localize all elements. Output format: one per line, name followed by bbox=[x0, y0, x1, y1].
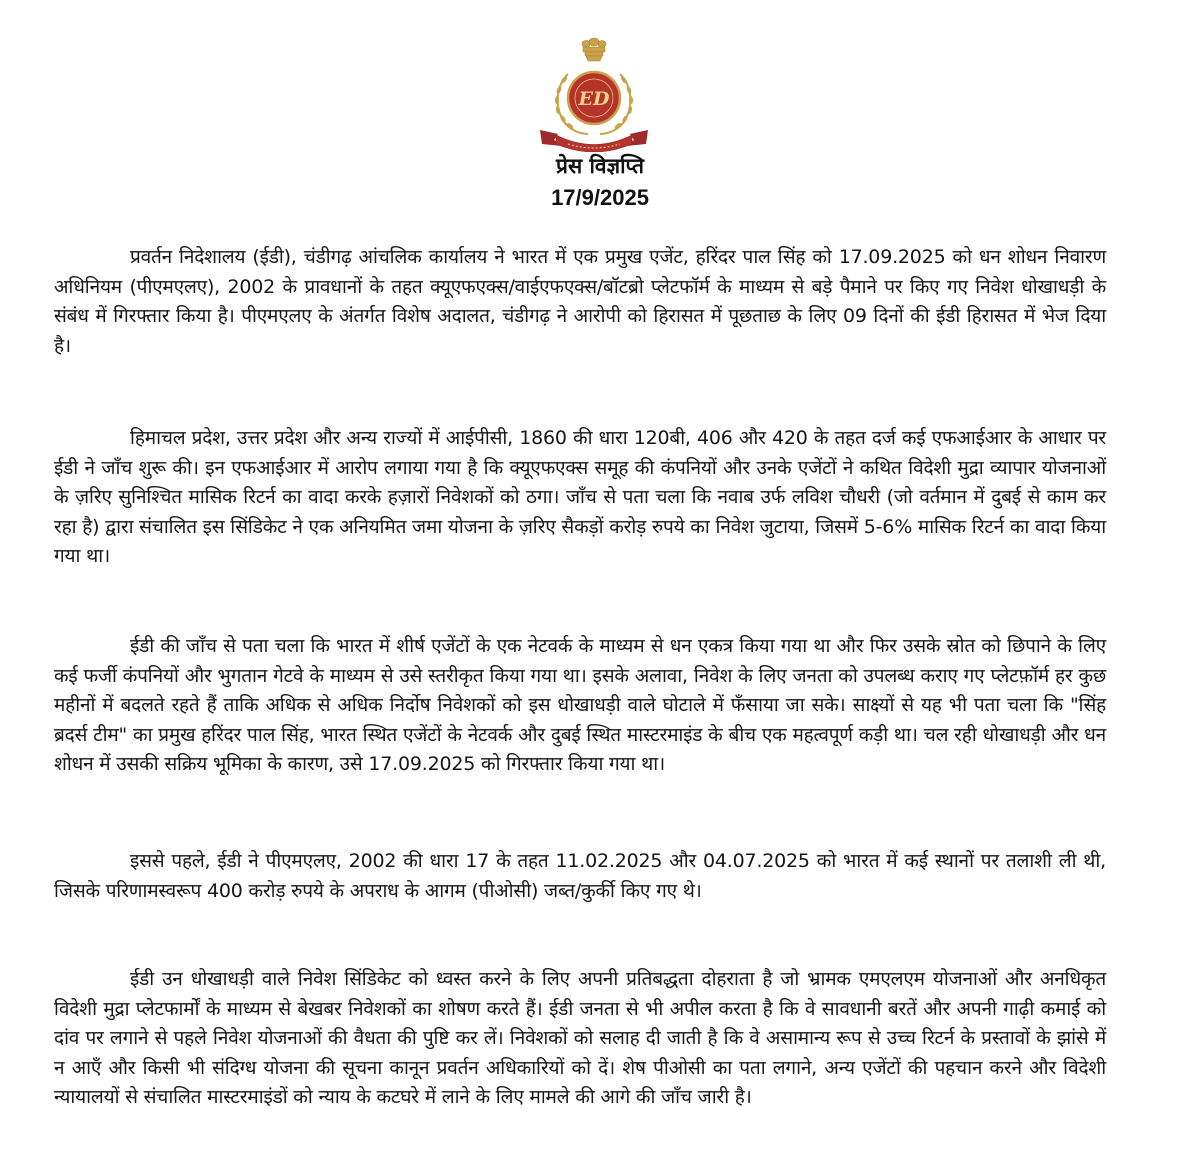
paragraph-public-advisory: ईडी उन धोखाधड़ी वाले निवेश सिंडिकेट को ध्वस्त करने के लिए अपनी प्रतिबद्धता दोहराता है जो भ्रामक एमएलएम योजनाओं और अनधिकृत विदेशी मुद्रा प्लेटफार्मों के माध्यम से बेखबर निवेशकों का शोषण करते हैं। ईडी जनता से भी अपील करता है कि वे सावधानी बरतें और अपनी गाढ़ी कमाई को दांव पर लगाने से पहले निवेश योजनाओं की वैधता की पुष्टि कर लें। निवेशकों को सलाह दी जाती है कि वे असामान्य रूप से उच्च रिटर्न के प्रस्तावों के झांसे में न आएँ और किसी भी संदिग्ध योजना की सूचना कानून प्रवर्तन अधिकारियों को दें। शेष पीओसी का पता लगाने, अन्य एजेंटों की पहचान करने और विदेशी न्यायालयों से संचालित मास्टरमाइंडों को न्याय के कटघरे में लाने के लिए मामले की आगे की जाँच जारी है। bbox=[54, 968, 1106, 1108]
ed-seal-icon bbox=[568, 72, 620, 124]
ed-emblem-logo bbox=[528, 34, 660, 152]
ed-emblem-icon bbox=[528, 34, 660, 152]
paragraph-investigation-basis: हिमाचल प्रदेश, उत्तर प्रदेश और अन्य राज्यों में आईपीसी, 1860 की धारा 120बी, 406 और 420 के तहत दर्ज कई एफआईआर के आधार पर ईडी ने जाँच शुरू की। इन एफआईआर में आरोप लगाया गया है कि क्यूएफएक्स समूह की कंपनियों और उनके एजेंटों ने कथित विदेशी मुद्रा व्यापार योजनाओं के ज़रिए सुनिश्चित मासिक रिटर्न का वादा करके हज़ारों निवेशकों को ठगा। जाँच से पता चला कि नवाब उर्फ लविश चौधरी (जो वर्तमान में दुबई से काम कर रहा है) द्वारा संचालित इस सिंडिकेट ने एक अनियमित जमा योजना के ज़रिए सैकड़ों करोड़ रुपये का निवेश जुटाया, जिसमें 5-6% मासिक रिटर्न का वादा किया गया था। bbox=[54, 427, 1106, 567]
press-release-date: 17/9/2025 bbox=[551, 185, 649, 210]
paragraph-investigation-findings: ईडी की जाँच से पता चला कि भारत में शीर्ष एजेंटों के एक नेटवर्क के माध्यम से धन एकत्र किया गया था और फिर उसके स्रोत को छिपाने के लिए कई फर्जी कंपनियों और भुगतान गेटवे के माध्यम से उसे स्तरीकृत किया गया था। इसके अलावा, निवेश के लिए जनता को उपलब्ध कराए गए प्लेटफ़ॉर्म हर कुछ महीनों में बदलते रहते हैं ताकि अधिक से अधिक निर्दोष निवेशकों को इस धोखाधड़ी वाले घोटाले में फँसाया जा सके। साक्ष्यों से यह भी पता चला कि "सिंह ब्रदर्स टीम" का प्रमुख हरिंदर पाल सिंह, भारत स्थित एजेंटों के नेटवर्क और दुबई स्थित मास्टरमाइंड के बीच एक महत्वपूर्ण कड़ी था। चल रही धोखाधड़ी और धन शोधन में उसकी सक्रिय भूमिका के कारण, उसे 17.09.2025 को गिरफ्तार किया गया था। bbox=[54, 635, 1106, 775]
svg-text:ED: ED bbox=[578, 88, 610, 110]
paragraph-earlier-searches: इससे पहले, ईडी ने पीएमएलए, 2002 की धारा 17 के तहत 11.02.2025 और 04.07.2025 को भारत में कई स्थानों पर तलाशी ली थी, जिसके परिणामस्वरूप 400 करोड़ रुपये के अपराध के आगम (पीओसी) जब्त/कुर्की किए गए थे। bbox=[54, 850, 1106, 902]
paragraph-arrest-announcement: प्रवर्तन निदेशालय (ईडी), चंडीगढ़ आंचलिक कार्यालय ने भारत में एक प्रमुख एजेंट, हरिंदर पाल सिंह को 17.09.2025 को धन शोधन निवारण अधिनियम (पीएमएलए), 2002 के प्रावधानों के तहत क्यूएफएक्स/वाईएफएक्स/बॉटब्रो प्लेटफॉर्म के माध्यम से बड़े पैमाने पर किए गए निवेश धोखाधड़ी के संबंध में गिरफ्तार किया है। पीएमएलए के अंतर्गत विशेष अदालत, चंडीगढ़ ने आरोपी को हिरासत में पूछताछ के लिए 09 दिनों की ईडी हिरासत में भेज दिया है। bbox=[54, 246, 1106, 357]
lion-capital-icon bbox=[582, 38, 606, 61]
ribbon-banner-icon bbox=[540, 130, 648, 152]
press-release-title: प्रेस विज्ञप्ति bbox=[556, 154, 644, 178]
